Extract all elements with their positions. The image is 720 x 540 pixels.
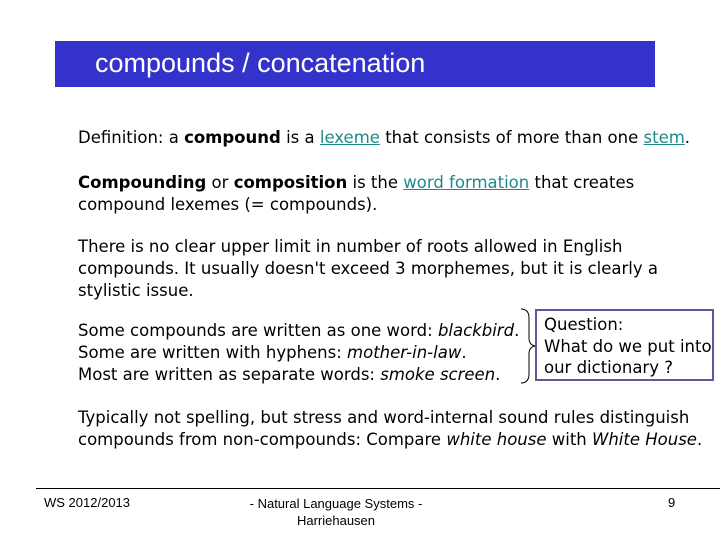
definition-paragraph: Definition: a compound is a lexeme that consists of more than one stem. [78,128,691,147]
examples-paragraph [78,320,519,386]
link-word-formation[interactable]: word formation [403,173,530,192]
footer-course: - Natural Language Systems - Harriehausen [249,496,423,528]
example-line: Some are written with hyphens: mother-in-law. [78,343,467,362]
slide-title: compounds / concatenation [95,48,426,78]
example-line: Most are written as separate words: smoke screen. [78,365,501,384]
title-bar [55,41,655,87]
term-compounding: Compounding [78,173,207,192]
footer-divider [36,488,720,489]
footer-semester: WS 2012/2013 [44,495,131,510]
limit-paragraph: There is no clear upper limit in number of roots allowed in English compounds. It usually doesn't exceed 3 morphemes, but it is clearly a stylistic issue. [78,237,658,300]
term-composition: composition [233,173,348,192]
term-compound: compound [184,128,281,147]
compounding-paragraph: Compounding or composition is the word formation that creates compound lexemes (= compounds). [78,173,635,214]
example-line: Some compounds are written as one word: blackbird. [78,321,520,340]
stress-paragraph: Typically not spelling, but stress and word-internal sound rules distinguish compounds from non-compounds: Compare white house with White House. [78,408,703,449]
link-lexeme[interactable]: lexeme [319,128,380,147]
page-number: 9 [668,495,676,510]
link-stem[interactable]: stem [643,128,685,147]
question-box: Question: What do we put into our dictionary ? [535,309,714,381]
